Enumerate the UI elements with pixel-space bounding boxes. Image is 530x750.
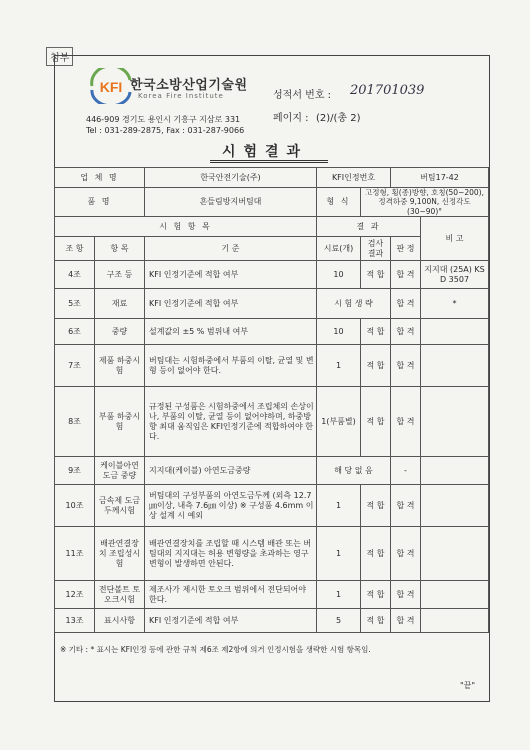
cert-number-value: 201701039: [350, 83, 425, 98]
company-label: 업 체 명: [55, 168, 145, 188]
test-items-header: 시 험 항 목: [55, 217, 317, 237]
row-remark: *: [421, 289, 489, 319]
row-judgment: 합 격: [391, 345, 421, 387]
row-clause: 13조: [55, 609, 95, 633]
item-header: 항 목: [95, 237, 145, 261]
row-inspection: 적 합: [361, 387, 391, 457]
row-clause: 9조: [55, 457, 95, 485]
row-inspection: 적 합: [361, 527, 391, 581]
row-clause: 6조: [55, 319, 95, 345]
row-remark: [421, 387, 489, 457]
table-row: [55, 609, 489, 633]
company-row: [55, 168, 489, 188]
page-title: 시험결과: [221, 144, 309, 160]
svg-text:KFI: KFI: [99, 79, 123, 95]
row-judgment: 합 격: [391, 319, 421, 345]
cert-number-label: 성적서 번호 :: [273, 90, 332, 101]
page-number-label: 페이지 :: [273, 113, 309, 124]
row-samples: 1: [317, 485, 361, 527]
type-value: [361, 188, 489, 217]
end-mark: "끝": [460, 681, 476, 690]
row-inspection: 적 합: [361, 261, 391, 289]
row-samples: 1: [317, 345, 361, 387]
kfi-value: 버팀17-42: [391, 168, 489, 188]
row-clause: 7조: [55, 345, 95, 387]
row-inspection: 적 합: [361, 485, 391, 527]
row-judgment: 합 격: [391, 485, 421, 527]
row-remark: [421, 527, 489, 581]
table-row: [55, 581, 489, 609]
row-samples: 10: [317, 319, 361, 345]
table-row: [55, 485, 489, 527]
table-row: [55, 289, 489, 319]
table-row: [55, 387, 489, 457]
type-label: 형 식: [317, 188, 361, 217]
row-clause: 5조: [55, 289, 95, 319]
row-criteria: 배관연결장치를 조립할 때 시스템 배관 또는 버팀대의 지지대는 허용 변형량을 초과하는 영구변형이 발생하면 안된다.: [145, 527, 317, 581]
row-judgment: 합 격: [391, 387, 421, 457]
page-number-value: (2)/(총 2): [316, 113, 361, 124]
row-samples: 10: [317, 261, 361, 289]
row-samples: 해 당 없 음: [317, 457, 391, 485]
row-item: 금속제 도금두께시험: [95, 485, 145, 527]
table-row: [55, 345, 489, 387]
row-remark: 지지대 (25A) KS D 3507: [421, 261, 489, 289]
title-underline-2: [210, 162, 328, 163]
criteria-header: 기 준: [145, 237, 317, 261]
inspection-header: 검사 결과: [361, 237, 391, 261]
row-item: 배관연결장치 조립성시험: [95, 527, 145, 581]
remarks-header: 비 고: [421, 217, 489, 261]
row-samples: 1: [317, 581, 361, 609]
row-clause: 12조: [55, 581, 95, 609]
row-criteria: KFI 인정기준에 적합 여부: [145, 609, 317, 633]
row-inspection: 적 합: [361, 319, 391, 345]
row-remark: [421, 457, 489, 485]
row-criteria: 규정된 구성품은 시험하중에서 조립체의 손상이나, 부품의 이탈, 균열 등이 없어야하며, 하중방향 최대 움직임은 KFI인정기준에 적합하여야 한다.: [145, 387, 317, 457]
org-contact: Tel : 031-289-2875, Fax : 031-287-9066: [86, 126, 245, 135]
row-samples: 1(부품별): [317, 387, 361, 457]
row-judgment: 합 격: [391, 261, 421, 289]
row-samples: 시 험 생 략: [317, 289, 391, 319]
type-value-line-2: 정격하중 9,100N, 신정각도(30~90)°: [378, 197, 471, 216]
row-inspection: 적 합: [361, 581, 391, 609]
row-criteria: 버팀대는 시험하중에서 부품의 이탈, 균열 및 변형 등이 없어야 한다.: [145, 345, 317, 387]
row-criteria: KFI 인정기준에 적합 여부: [145, 261, 317, 289]
company-value: 한국안전기술(주): [145, 168, 317, 188]
row-item: 재료: [95, 289, 145, 319]
row-item: 중량: [95, 319, 145, 345]
row-criteria: 지지대(케이블) 아연도금중량: [145, 457, 317, 485]
type-value-line-1: 고정형, 횡(종)방향, 호칭(50~200),: [365, 188, 484, 197]
attachment-tag: 첨부: [46, 47, 73, 66]
clause-header: 조 항: [55, 237, 95, 261]
row-criteria: 버팀대의 구성부품의 아연도금두께 (외측 12.7㎛이상, 내측 7.6㎛ 이상) ※ 구성품 4.6mm 이상 설계 시 예외: [145, 485, 317, 527]
org-name-en: Korea Fire Institute: [138, 92, 224, 100]
org-name-ko: 한국소방산업기술원: [130, 78, 248, 93]
row-inspection: 적 합: [361, 345, 391, 387]
kfi-label: KFI인정번호: [317, 168, 391, 188]
org-header: [72, 68, 267, 140]
row-remark: [421, 345, 489, 387]
row-criteria: 제조사가 제시한 토오크 범위에서 전단되어야 한다.: [145, 581, 317, 609]
row-item: 표시사항: [95, 609, 145, 633]
product-row: [55, 188, 489, 217]
row-clause: 11조: [55, 527, 95, 581]
row-item: 부품 하중시험: [95, 387, 145, 457]
row-remark: [421, 581, 489, 609]
footnote: ※ 기타 : * 표시는 KFI인정 등에 관한 규칙 제6조 제2항에 의거 인정시험을 생략한 시험 항목임.: [60, 645, 371, 654]
table-row: [55, 261, 489, 289]
row-item: 제품 하중시험: [95, 345, 145, 387]
row-clause: 4조: [55, 261, 95, 289]
row-clause: 10조: [55, 485, 95, 527]
row-judgment: -: [391, 457, 421, 485]
org-address: 446-909 경기도 용인시 기흥구 지삼로 331: [86, 115, 241, 124]
kfi-logo-icon: [86, 68, 136, 104]
row-item: 구조 등: [95, 261, 145, 289]
row-judgment: 합 격: [391, 581, 421, 609]
test-results-table: [54, 167, 489, 633]
judgment-header: 판 정: [391, 237, 421, 261]
table-row: [55, 319, 489, 345]
row-remark: [421, 609, 489, 633]
row-item: 전단볼트 토오크시험: [95, 581, 145, 609]
product-value: 흔들림방지버팀대: [145, 188, 317, 217]
samples-header: 시료(개): [317, 237, 361, 261]
row-samples: 1: [317, 527, 361, 581]
row-clause: 8조: [55, 387, 95, 457]
row-remark: [421, 319, 489, 345]
row-samples: 5: [317, 609, 361, 633]
title-underline: [210, 160, 328, 161]
row-judgment: 합 격: [391, 527, 421, 581]
row-judgment: 합 격: [391, 289, 421, 319]
row-item: 케이블아연 도금 중량: [95, 457, 145, 485]
row-inspection: 적 합: [361, 609, 391, 633]
row-criteria: KFI 인정기준에 적합 여부: [145, 289, 317, 319]
table-row: [55, 527, 489, 581]
product-label: 품 명: [55, 188, 145, 217]
table-row: [55, 457, 489, 485]
results-header: 결 과: [317, 217, 421, 237]
row-remark: [421, 485, 489, 527]
column-group-row: [55, 217, 489, 237]
row-criteria: 설계값의 ±5 % 범위내 여부: [145, 319, 317, 345]
row-judgment: 합 격: [391, 609, 421, 633]
